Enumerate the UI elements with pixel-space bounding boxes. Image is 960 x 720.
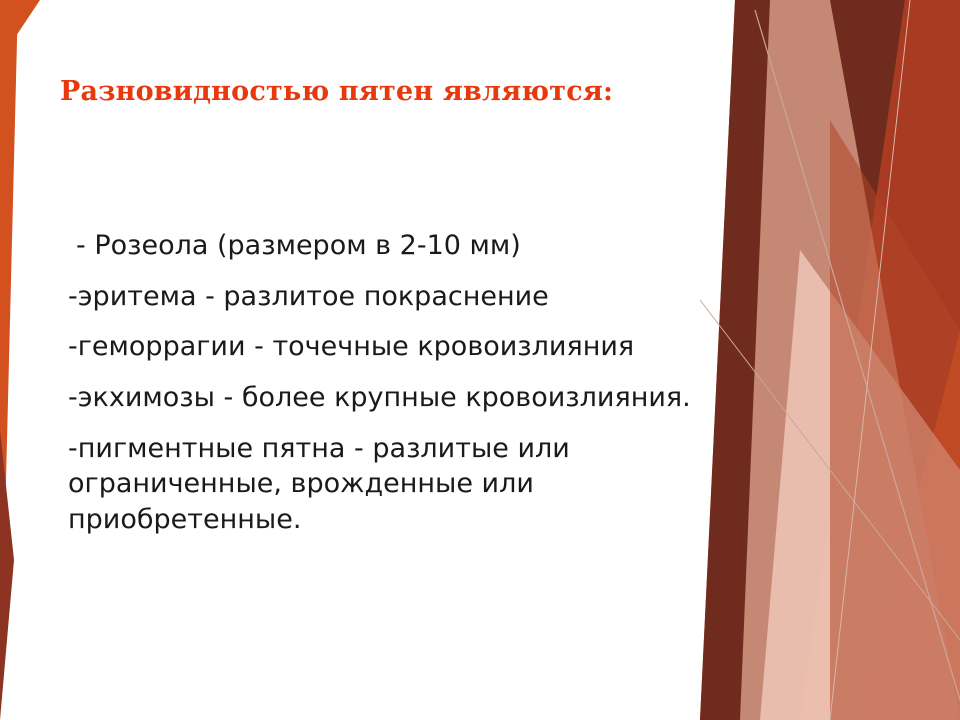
- body-paragraph-4: -экхимозы - более крупные кровоизлияния.: [68, 381, 691, 413]
- shape-orange-right-band: [700, 0, 960, 720]
- shape-top-left-bar: [0, 0, 40, 60]
- body-paragraph-1: - Розеола (размером в 2-10 мм): [76, 230, 521, 261]
- shape-mid-red-wedge: [800, 0, 960, 720]
- shape-left-orange-sliver: [0, 0, 18, 720]
- shape-left-dark-sliver: [0, 430, 14, 720]
- slide-title: Разновидностью пятен являются:: [60, 76, 614, 107]
- body-paragraph-3: -геморрагии - точечные кровоизлияния: [68, 331, 635, 363]
- shape-salmon-sliver: [740, 0, 960, 720]
- shape-dark-brown-wedge: [700, 0, 905, 720]
- hairline-3: [830, 0, 910, 720]
- shape-translucent-overlay: [830, 120, 960, 720]
- body-paragraph-5: -пигментные пятна - разлитые или ограниченные, врожденные или приобретенные.: [68, 432, 570, 535]
- body-paragraph-2: -эритема - разлитое покраснение: [68, 280, 549, 312]
- hairline-2: [700, 300, 960, 640]
- slide-body: [68, 228, 728, 552]
- hairline-1: [755, 10, 960, 700]
- shape-pale-pink-triangle: [760, 250, 960, 720]
